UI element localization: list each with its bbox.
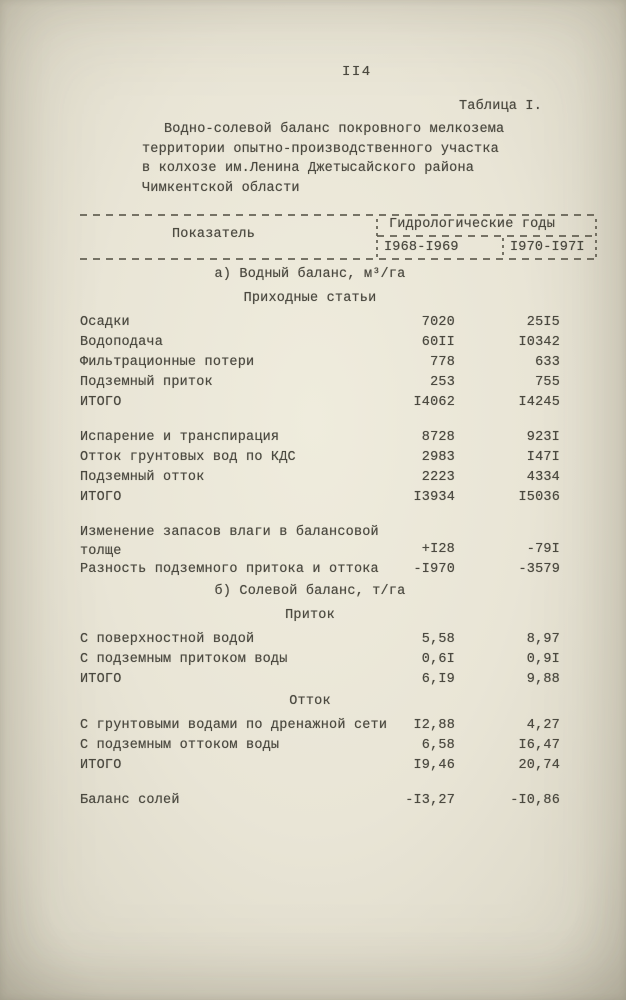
row-label: ИТОГО xyxy=(80,395,122,410)
section-heading: б) Солевой баланс, т/га xyxy=(214,584,406,599)
row-label: ИТОГО xyxy=(80,672,122,687)
table-row xyxy=(80,448,575,468)
value-1968-1969: I4062 xyxy=(413,395,455,410)
table-row xyxy=(80,736,575,756)
value-1970-1971: I5036 xyxy=(518,490,560,505)
table-row xyxy=(80,523,575,560)
value-1968-1969: 7020 xyxy=(421,315,455,330)
value-1968-1969: 6,58 xyxy=(421,738,455,753)
value-1968-1969: -I3,27 xyxy=(405,793,455,808)
value-1968-1969: 2983 xyxy=(421,450,455,465)
column-header-1970-1971: I970-I97I xyxy=(510,240,585,255)
row-label: Водоподача xyxy=(80,335,164,350)
document-title xyxy=(142,120,504,198)
value-1970-1971: 8,97 xyxy=(526,632,560,647)
value-1968-1969: -I970 xyxy=(413,562,455,577)
value-1968-1969: I2,88 xyxy=(413,718,455,733)
value-1970-1971: 633 xyxy=(535,355,560,370)
title-line: территории опытно-производственного участка xyxy=(142,141,499,157)
column-header-indicator: Показатель xyxy=(172,227,256,242)
section-heading: Приток xyxy=(285,608,335,623)
value-1970-1971: 755 xyxy=(535,375,560,390)
page-number: II4 xyxy=(342,64,372,80)
title-line: Водно-солевой баланс покровного мелкозема xyxy=(164,122,505,137)
table-row xyxy=(80,313,575,333)
table-row xyxy=(80,428,575,448)
row-label: Осадки xyxy=(80,315,130,330)
row-label: Баланс солей xyxy=(80,793,180,808)
title-line: Чимкентской области xyxy=(142,180,300,196)
header-rule-bottom xyxy=(80,258,598,260)
value-1968-1969: 6,I9 xyxy=(421,672,455,687)
value-1970-1971: I47I xyxy=(526,450,560,465)
row-label: Разность подземного притока и оттока xyxy=(80,562,379,577)
row-label: Фильтрационные потери xyxy=(80,355,255,370)
row-spacer xyxy=(80,413,575,428)
section-heading: а) Водный баланс, м³/га xyxy=(214,267,406,282)
value-1970-1971: 923I xyxy=(526,430,560,445)
value-1968-1969: 8728 xyxy=(421,430,455,445)
column-group-header-years: Гидрологические годы xyxy=(389,217,556,232)
table-row xyxy=(80,650,575,670)
table-row xyxy=(80,393,575,413)
table-row xyxy=(80,468,575,488)
table-row xyxy=(80,756,575,776)
value-1970-1971: -79I xyxy=(526,542,560,557)
row-label: С подземным оттоком воды xyxy=(80,738,280,753)
header-rule-top xyxy=(80,214,598,216)
value-1968-1969: 778 xyxy=(430,355,455,370)
value-1968-1969: I9,46 xyxy=(413,758,455,773)
value-1968-1969: +I28 xyxy=(421,542,455,557)
row-label: С подземным притоком воды xyxy=(80,652,288,667)
header-rule-group xyxy=(377,235,597,237)
table-header xyxy=(80,212,598,260)
value-1970-1971: 4,27 xyxy=(526,718,560,733)
value-1970-1971: 9,88 xyxy=(526,672,560,687)
row-label: Испарение и транспирация xyxy=(80,430,280,445)
table-row xyxy=(80,333,575,353)
header-divider xyxy=(595,219,597,258)
row-spacer xyxy=(80,776,575,791)
table-row xyxy=(80,670,575,690)
section-heading: Приходные статьи xyxy=(243,291,377,306)
row-spacer xyxy=(80,508,575,523)
value-1968-1969: 2223 xyxy=(421,470,455,485)
table-body xyxy=(80,263,575,811)
value-1970-1971: -3579 xyxy=(518,562,560,577)
header-divider xyxy=(376,219,378,258)
value-1970-1971: 20,74 xyxy=(518,758,560,773)
value-1970-1971: I6,47 xyxy=(518,738,560,753)
row-label: С поверхностной водой xyxy=(80,632,255,647)
table-row xyxy=(80,716,575,736)
row-label: ИТОГО xyxy=(80,758,122,773)
value-1970-1971: -I0,86 xyxy=(510,793,560,808)
value-1970-1971: I4245 xyxy=(518,395,560,410)
row-label: Подземный приток xyxy=(80,375,213,390)
section-heading: Отток xyxy=(289,694,331,709)
table-row xyxy=(80,791,575,811)
value-1970-1971: I0342 xyxy=(518,335,560,350)
column-header-1968-1969: I968-I969 xyxy=(384,240,459,255)
row-label: Подземный отток xyxy=(80,470,205,485)
value-1970-1971: 0,9I xyxy=(526,652,560,667)
table-caption-label: Таблица I. xyxy=(458,99,542,114)
table-row xyxy=(80,560,575,580)
table-row xyxy=(80,630,575,650)
value-1968-1969: 0,6I xyxy=(421,652,455,667)
value-1968-1969: 253 xyxy=(430,375,455,390)
table-row xyxy=(80,373,575,393)
row-label: Отток грунтовых вод по КДС xyxy=(80,450,296,465)
value-1968-1969: 60II xyxy=(421,335,455,350)
value-1968-1969: 5,58 xyxy=(421,632,455,647)
row-label: ИТОГО xyxy=(80,490,122,505)
value-1970-1971: 25I5 xyxy=(526,315,560,330)
title-line: в колхозе им.Ленина Джетысайского района xyxy=(142,161,475,176)
table-row xyxy=(80,488,575,508)
row-label: С грунтовыми водами по дренажной сети xyxy=(80,718,388,733)
value-1970-1971: 4334 xyxy=(526,470,560,485)
header-divider xyxy=(502,238,504,258)
value-1968-1969: I3934 xyxy=(413,490,455,505)
table-row xyxy=(80,353,575,373)
row-label: Изменение запасов влаги в балансовой толще xyxy=(80,525,379,559)
